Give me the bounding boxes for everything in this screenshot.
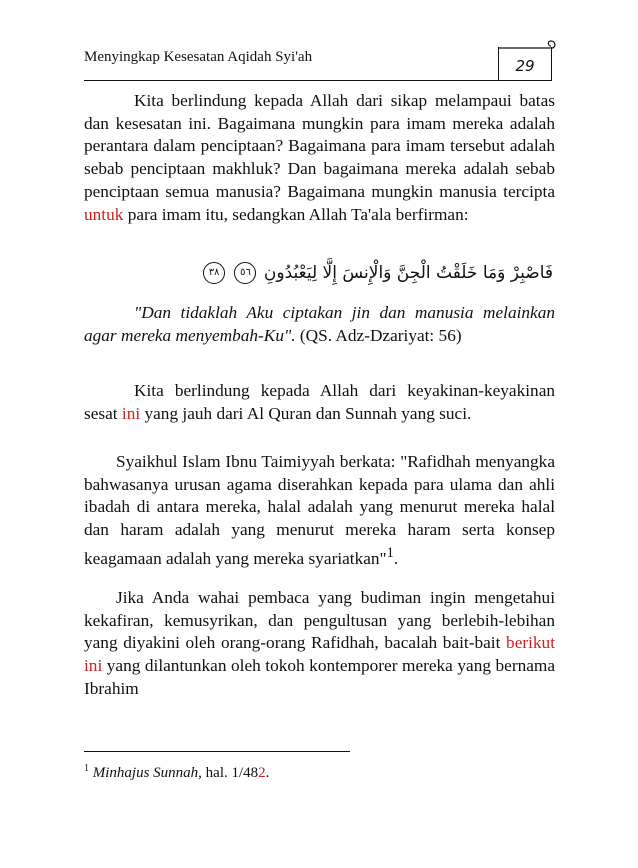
paragraph-2-after: yang jauh dari Al Quran dan Sunnah yang suci. <box>140 403 472 423</box>
quran-verse-arabic <box>200 262 553 284</box>
paragraph-3-text: Syaikhul Islam Ibnu Taimiyyah berkata: "Rafidhah menyangka bahwasanya urusan agama diserahkan kepada para ulama dan ahli ibadah di antara mereka, halal adalah yang menurut mereka halal dan haram adalah yang menurut mereka haram serta konsep keagamaan adalah yang mereka syariatkan" <box>84 452 555 568</box>
page-number-box <box>498 47 552 81</box>
running-header-title: Menyingkap Kesesatan Aqidah Syi'ah <box>84 49 313 65</box>
verse-translation <box>84 302 555 347</box>
paragraph-1 <box>84 90 555 226</box>
footnote-divider <box>84 751 350 752</box>
translation-reference: (QS. Adz-Dzariyat: 56) <box>295 325 462 345</box>
verse-text: فَاصْبِرْ وَمَا خَلَقْتُ الْجِنَّ وَالْإِنسَ إِلَّا لِيَعْبُدُونِ <box>263 263 553 283</box>
footnote <box>84 763 269 782</box>
page-number: 29 <box>515 57 535 75</box>
paragraph-2-before: Kita berlindung kepada Allah dari keyakinan-keyakinan sesat <box>84 381 555 423</box>
footnote-ref-prefix: hal. 1/48 <box>201 765 259 781</box>
paragraph-4 <box>84 587 555 701</box>
paragraph-1-tail: para imam itu, sedangkan Allah Ta'ala berfirman: <box>123 204 469 224</box>
translation-italic: "Dan tidaklah Aku ciptakan jin dan manusia melainkan agar mereka menyembah-Ku". <box>84 303 555 345</box>
paragraph-4-after: yang dilantunkan oleh tokoh kontemporer mereka yang bernama Ibrahim <box>84 656 555 698</box>
paragraph-4-highlight: berikut ini <box>84 633 555 676</box>
paragraph-3 <box>84 451 555 570</box>
paragraph-1-highlight: untuk <box>84 204 124 224</box>
ayah-number-mark: ٣٨ <box>203 262 225 284</box>
footnote-ref-end: . <box>265 765 270 781</box>
footnote-source: Minhajus Sunnah, <box>92 765 202 781</box>
footnote-ref-highlight: 2 <box>258 765 266 781</box>
footnote-reference[interactable]: 1 <box>386 544 394 561</box>
paragraph-1-text: Kita berlindung kepada Allah dari sikap melampaui batas dan kesesatan ini. Bagaimana mungkin para imam mereka adalah perantara dalam penciptaan? Bagaimana para imam tersebut adalah sebab penciptaan makhluk? Dan bagaimana mereka adalah sebab penciptaan semua manusia? Bagaimana mungkin manusia tercipta <box>84 91 555 201</box>
footnote-number: 1 <box>84 763 89 774</box>
paragraph-2 <box>84 380 555 425</box>
paragraph-3-end: . <box>393 548 399 568</box>
header-rule <box>84 80 512 81</box>
paragraph-2-highlight: ini <box>121 403 141 423</box>
paragraph-4-before: Jika Anda wahai pembaca yang budiman ingin mengetahui kekafiran, kemusyrikan, dan pengultusan yang berlebih-lebihan yang diyakini oleh orang-orang Rafidhah, bacalah bait-bait <box>84 588 555 653</box>
ayah-number-mark: ٥٦ <box>234 262 256 284</box>
